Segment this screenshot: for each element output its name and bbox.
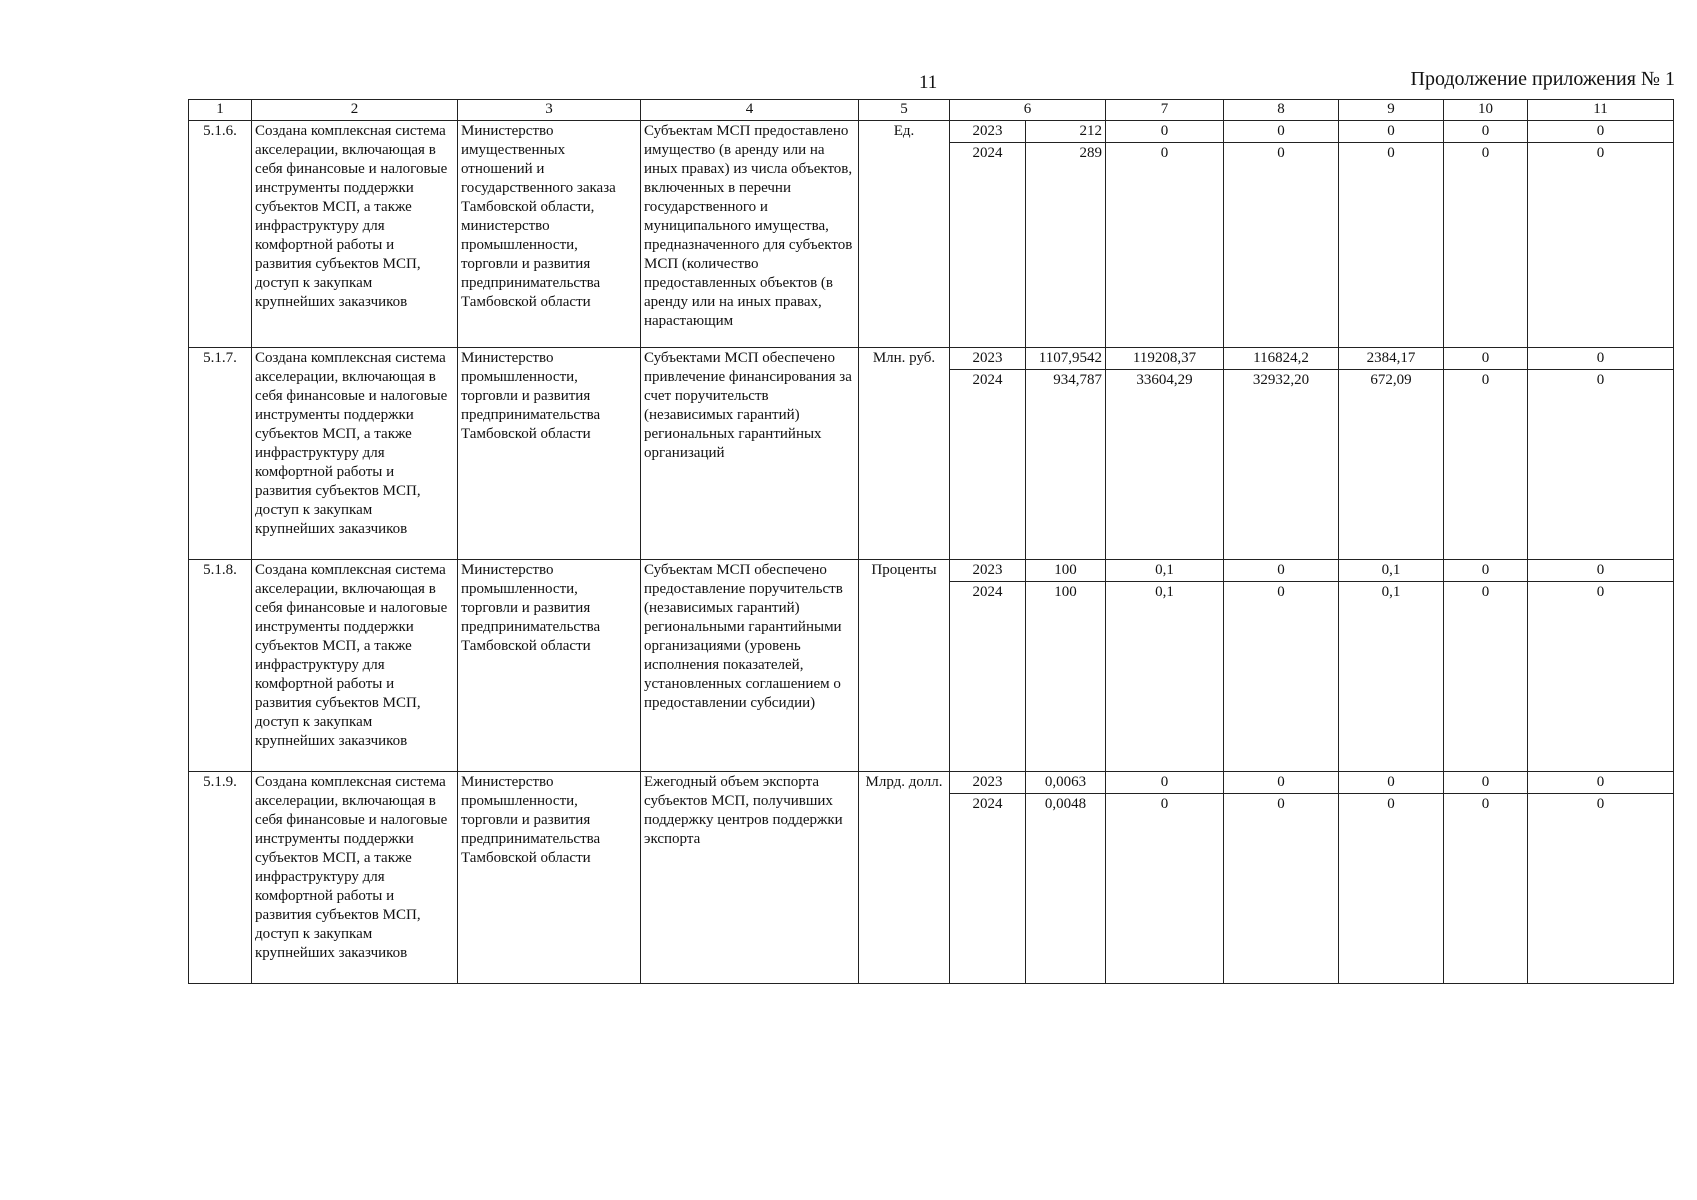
value-cell: 0 (1224, 582, 1339, 772)
indicator-cell: Субъектами МСП обеспечено привлечение финансирования за счет поручительств (независимых гарантий) региональных гарантийных организаций (641, 348, 859, 560)
column-header: 10 (1444, 100, 1528, 121)
row-number: 5.1.6. (189, 121, 252, 348)
year-cell: 2024 (950, 370, 1026, 560)
result-cell: Создана комплексная система акселерации, включающая в себя финансовые и налоговые инструменты поддержки субъектов МСП, а также инфраструктуру для комфортной работы и развития субъектов МСП, доступ к закупкам крупнейших заказчиков (252, 560, 458, 772)
value-cell: 100 (1026, 582, 1106, 772)
executor-cell: Министерство имущественных отношений и государственного заказа Тамбовской области, министерство промышленности, торговли и развития предпринимательства Тамбовской области (458, 121, 641, 348)
value-cell: 100 (1026, 560, 1106, 582)
column-header: 5 (859, 100, 950, 121)
year-cell: 2024 (950, 582, 1026, 772)
value-cell: 0 (1339, 143, 1444, 348)
year-cell: 2023 (950, 772, 1026, 794)
row-number: 5.1.9. (189, 772, 252, 984)
value-cell: 0,1 (1339, 560, 1444, 582)
value-cell: 0 (1444, 121, 1528, 143)
indicators-table (188, 99, 1674, 984)
unit-cell: Проценты (859, 560, 950, 772)
value-cell: 0 (1224, 794, 1339, 984)
value-cell: 0 (1106, 772, 1224, 794)
value-cell: 0 (1106, 121, 1224, 143)
value-cell: 2384,17 (1339, 348, 1444, 370)
indicator-cell: Субъектам МСП предоставлено имущество (в аренду или на иных правах) из числа объектов, включенных в перечни государственного и муниципального имущества, предназначенного для субъектов МСП (количество предоставленных объектов (в аренду или на иных правах, нарастающим (641, 121, 859, 348)
value-cell: 0 (1339, 772, 1444, 794)
value-cell: 0 (1528, 560, 1674, 582)
indicator-cell: Ежегодный объем экспорта субъектов МСП, получивших поддержку центров поддержки экспорта (641, 772, 859, 984)
year-cell: 2024 (950, 794, 1026, 984)
unit-cell: Ед. (859, 121, 950, 348)
value-cell: 32932,20 (1224, 370, 1339, 560)
value-cell: 0 (1444, 370, 1528, 560)
year-cell: 2023 (950, 560, 1026, 582)
column-header: 2 (252, 100, 458, 121)
value-cell: 0 (1528, 348, 1674, 370)
year-cell: 2024 (950, 143, 1026, 348)
value-cell: 0,0063 (1026, 772, 1106, 794)
indicator-cell: Субъектам МСП обеспечено предоставление поручительств (независимых гарантий) региональными гарантийными организациями (уровень исполнения показателей, установленных соглашением о предоставлении субсидии) (641, 560, 859, 772)
value-cell: 0 (1224, 772, 1339, 794)
result-cell: Создана комплексная система акселерации, включающая в себя финансовые и налоговые инструменты поддержки субъектов МСП, а также инфраструктуру для комфортной работы и развития субъектов МСП, доступ к закупкам крупнейших заказчиков (252, 348, 458, 560)
unit-cell: Млн. руб. (859, 348, 950, 560)
result-cell: Создана комплексная система акселерации, включающая в себя финансовые и налоговые инструменты поддержки субъектов МСП, а также инфраструктуру для комфортной работы и развития субъектов МСП, доступ к закупкам крупнейших заказчиков (252, 121, 458, 348)
unit-cell: Млрд. долл. (859, 772, 950, 984)
executor-cell: Министерство промышленности, торговли и развития предпринимательства Тамбовской области (458, 560, 641, 772)
year-cell: 2023 (950, 348, 1026, 370)
value-cell: 0 (1106, 794, 1224, 984)
column-header: 7 (1106, 100, 1224, 121)
column-header: 1 (189, 100, 252, 121)
value-cell: 116824,2 (1224, 348, 1339, 370)
value-cell: 0 (1339, 121, 1444, 143)
value-cell: 0 (1528, 794, 1674, 984)
value-cell: 0 (1224, 560, 1339, 582)
value-cell: 0 (1444, 560, 1528, 582)
value-cell: 0 (1528, 121, 1674, 143)
value-cell: 0 (1444, 772, 1528, 794)
table-row (189, 348, 1674, 370)
value-cell: 0 (1444, 794, 1528, 984)
value-cell: 0 (1528, 772, 1674, 794)
value-cell: 934,787 (1026, 370, 1106, 560)
executor-cell: Министерство промышленности, торговли и развития предпринимательства Тамбовской области (458, 772, 641, 984)
table-row (189, 560, 1674, 582)
column-header: 3 (458, 100, 641, 121)
row-number: 5.1.8. (189, 560, 252, 772)
value-cell: 0,1 (1106, 582, 1224, 772)
result-cell: Создана комплексная система акселерации, включающая в себя финансовые и налоговые инструменты поддержки субъектов МСП, а также инфраструктуру для комфортной работы и развития субъектов МСП, доступ к закупкам крупнейших заказчиков (252, 772, 458, 984)
year-cell: 2023 (950, 121, 1026, 143)
column-header: 11 (1528, 100, 1674, 121)
value-cell: 1107,9542 (1026, 348, 1106, 370)
value-cell: 33604,29 (1106, 370, 1224, 560)
value-cell: 119208,37 (1106, 348, 1224, 370)
value-cell: 0 (1224, 121, 1339, 143)
value-cell: 0 (1106, 143, 1224, 348)
column-header: 6 (950, 100, 1106, 121)
value-cell: 289 (1026, 143, 1106, 348)
value-cell: 672,09 (1339, 370, 1444, 560)
value-cell: 0,1 (1339, 582, 1444, 772)
column-header: 8 (1224, 100, 1339, 121)
value-cell: 212 (1026, 121, 1106, 143)
table-row (189, 121, 1674, 143)
continuation-label: Продолжение приложения № 1 (1410, 68, 1675, 90)
value-cell: 0 (1444, 582, 1528, 772)
value-cell: 0 (1224, 143, 1339, 348)
page-number: 11 (919, 72, 938, 93)
column-header: 4 (641, 100, 859, 121)
column-header: 9 (1339, 100, 1444, 121)
value-cell: 0 (1528, 370, 1674, 560)
value-cell: 0 (1339, 794, 1444, 984)
value-cell: 0,0048 (1026, 794, 1106, 984)
row-number: 5.1.7. (189, 348, 252, 560)
value-cell: 0 (1444, 143, 1528, 348)
header-row (189, 100, 1674, 121)
value-cell: 0,1 (1106, 560, 1224, 582)
executor-cell: Министерство промышленности, торговли и развития предпринимательства Тамбовской области (458, 348, 641, 560)
value-cell: 0 (1528, 143, 1674, 348)
table-row (189, 772, 1674, 794)
value-cell: 0 (1528, 582, 1674, 772)
value-cell: 0 (1444, 348, 1528, 370)
